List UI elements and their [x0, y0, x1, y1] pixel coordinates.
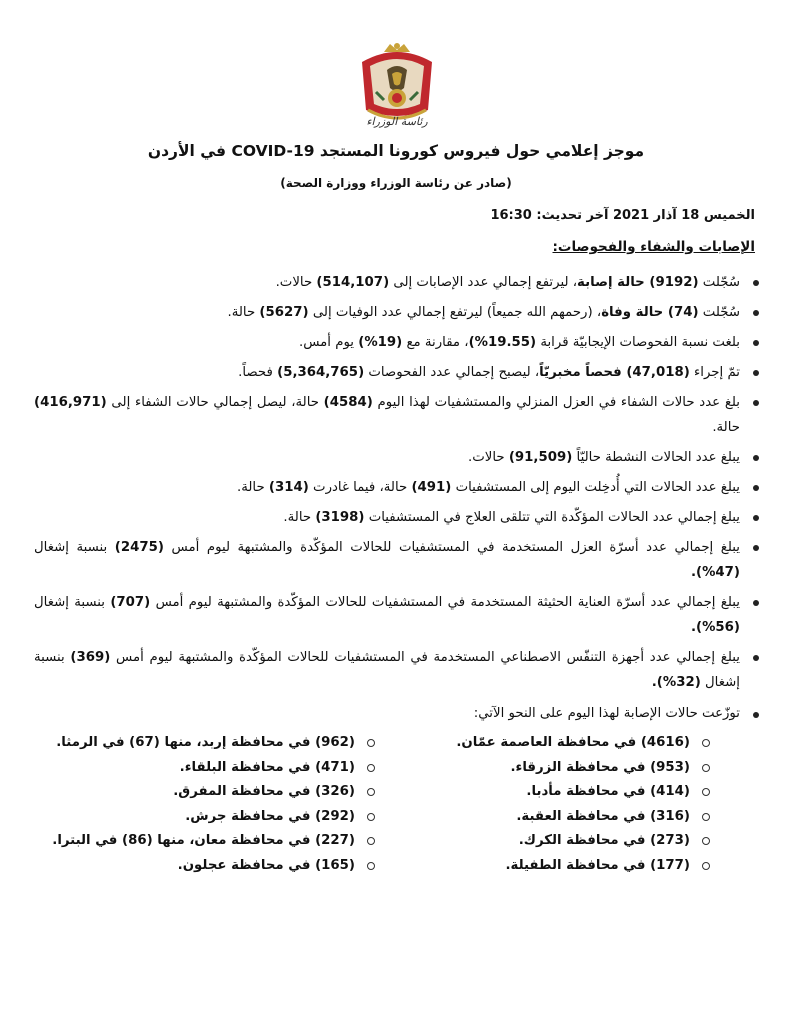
governorate-item [412, 756, 712, 781]
stat-text-post: حالة. [283, 510, 316, 525]
governorate-text: (471) في محافظة البلقاء. [179, 759, 355, 775]
governorate-text: (292) في محافظة جرش. [185, 808, 355, 824]
governorate-text: (273) في محافظة الكرك. [518, 833, 690, 848]
page-subtitle: (صادر عن رئاسة الوزراء ووزارة الصحة) [280, 176, 512, 190]
bullet-dot-icon [753, 280, 759, 286]
bullet-dot-icon [753, 370, 759, 376]
governorate-item [32, 780, 377, 805]
stat-text-pre: سُجّلت [698, 305, 740, 320]
stat-text-bold2: (514,107) [316, 275, 390, 290]
bullet-dot-icon [753, 655, 759, 661]
stat-text-post: ، ليصبح إجمالي عدد الفحوصات [364, 365, 540, 380]
governorate-text: (414) في محافظة مأدبا. [526, 784, 690, 799]
stat-text-bold: (47,018) فحصاً مخبريّاً [539, 365, 690, 380]
stat-text-pre: تمّ إجراء [689, 365, 740, 380]
stat-item [34, 505, 762, 530]
stat-text-bold2: (56%). [690, 620, 740, 635]
circle-bullet-icon [367, 813, 375, 821]
stat-text-post2: حالة. [237, 480, 269, 495]
circle-bullet-icon [367, 837, 375, 845]
governorate-text: (177) في محافظة الطفيلة. [505, 857, 690, 873]
distribution-left-column [32, 731, 377, 878]
governorate-item [412, 780, 712, 805]
circle-bullet-icon [702, 764, 710, 772]
stat-text-bold: (4584) [323, 395, 373, 410]
stat-text-bold2: (416,971) [34, 395, 107, 410]
stat-text-bold: (91,509) [508, 450, 573, 465]
stat-text-post: بنسبة إشغال [34, 595, 111, 610]
stat-text-post: حالات. [468, 450, 509, 465]
stat-text-pre: يبلغ إجمالي عدد أسرّة العناية الحثيثة المستخدمة في المستشفيات للحالات المؤكّدة والمشتبهة ليوم أمس [150, 595, 740, 610]
governorate-text: (4616) في محافظة العاصمة عمّان. [456, 735, 690, 750]
stat-text-post: حالة، فيما غادرت [308, 480, 412, 495]
stat-item [34, 535, 762, 585]
distribution-intro [34, 703, 762, 725]
stat-text-bold: (74) حالة وفاة [601, 305, 699, 320]
stat-text-post2: حالة. [227, 305, 260, 320]
stat-text-pre: يبلغ إجمالي عدد أسرّة العزل المستخدمة في المستشفيات للحالات المؤكّدة والمشتبهة ليوم أمس [163, 540, 740, 555]
stat-text-post: ، ليرتفع إجمالي عدد الإصابات إلى [389, 275, 578, 290]
governorate-item [32, 731, 377, 756]
stats-list [34, 270, 762, 700]
stat-text-bold2: (47%). [690, 565, 740, 580]
stat-text-bold2: (5627) [259, 305, 309, 320]
section-title: الإصابات والشفاء والفحوصات: [552, 239, 755, 255]
stat-text-post2: فحصاً. [238, 365, 278, 380]
stat-text-bold: (707) [110, 595, 151, 610]
governorate-item [32, 829, 377, 854]
governorate-text: (165) في محافظة عجلون. [177, 857, 355, 873]
bullet-dot-icon [753, 600, 759, 606]
governorate-text: (953) في محافظة الزرقاء. [510, 759, 690, 775]
stat-text-bold: (369) [70, 650, 111, 665]
stat-text-pre: يبلغ إجمالي عدد أجهزة التنفّس الاصطناعي المستخدمة في المستشفيات للحالات المؤكّدة والمشتبهة ليوم أمس [110, 650, 740, 665]
stat-text-post: بنسبة إشغال [34, 650, 740, 690]
stat-text-pre: يبلغ عدد الحالات النشطة حاليّاً [572, 450, 740, 465]
governorate-item [412, 829, 712, 854]
governorate-item [32, 756, 377, 781]
stat-text-bold2: (314) [268, 480, 309, 495]
stat-text-pre: بلغت نسبة الفحوصات الإيجابيّة قرابة [536, 335, 740, 350]
circle-bullet-icon [367, 764, 375, 772]
bullet-dot-icon [753, 485, 759, 491]
stat-text-bold: (2475) [114, 540, 164, 555]
stat-text-bold2: (32%). [651, 675, 701, 690]
stat-item [34, 645, 762, 695]
stat-text-post2: حالة. [712, 420, 740, 435]
governorate-item [32, 805, 377, 830]
governorate-text: (316) في محافظة العقبة. [516, 808, 690, 824]
circle-bullet-icon [367, 739, 375, 747]
governorate-item [412, 805, 712, 830]
stat-text-post: ، (رحمهم الله جميعاً) ليرتفع إجمالي عدد الوفيات إلى [308, 305, 602, 320]
stat-text-post: بنسبة إشغال [34, 540, 115, 555]
distribution-intro-text: توزّعت حالات الإصابة لهذا اليوم على النحو الآتي: [473, 706, 740, 721]
governorate-text: (326) في محافظة المفرق. [173, 784, 355, 799]
bullet-dot-icon [753, 455, 759, 461]
emblem-caption: رئاسة الوزراء [366, 115, 428, 128]
stat-text-pre: سُجّلت [698, 275, 740, 290]
stat-item [34, 300, 762, 325]
stat-text-bold: (491) [411, 480, 452, 495]
bullet-dot-icon [753, 515, 759, 521]
circle-bullet-icon [702, 788, 710, 796]
stat-item [34, 330, 762, 355]
bullet-dot-icon [753, 310, 759, 316]
bullet-dot-icon [753, 340, 759, 346]
stat-text-post2: يوم أمس. [298, 335, 359, 350]
circle-bullet-icon [367, 788, 375, 796]
stat-text-bold: (19.55%) [468, 335, 537, 350]
stat-text-post: حالة، ليصل إجمالي حالات الشفاء إلى [106, 395, 324, 410]
circle-bullet-icon [702, 739, 710, 747]
stat-item [34, 360, 762, 385]
stat-text-bold: (9192) حالة إصابة [577, 275, 699, 290]
circle-bullet-icon [702, 813, 710, 821]
governorate-text: (227) في محافظة معان، منها (86) في البترا. [52, 833, 355, 848]
stat-text-bold2: (19%) [358, 335, 403, 350]
bullet-dot-icon [753, 712, 759, 718]
circle-bullet-icon [702, 862, 710, 870]
stat-item [34, 475, 762, 500]
governorate-item [412, 854, 712, 879]
governorate-item [32, 854, 377, 879]
stat-text-post2: حالات. [275, 275, 317, 290]
stat-text-pre: بلغ عدد حالات الشفاء في العزل المنزلي والمستشفيات لهذا اليوم [372, 395, 740, 410]
stat-item [34, 445, 762, 470]
governorate-text: (962) في محافظة إربد، منها (67) في الرمثا. [56, 735, 355, 750]
update-dateline: الخميس 18 آذار 2021 آخر تحديث: 16:30 [490, 208, 755, 223]
governorate-item [412, 731, 712, 756]
stat-item [34, 270, 762, 295]
bullet-dot-icon [753, 545, 759, 551]
stat-text-pre: يبلغ عدد الحالات التي أُدخِلت اليوم إلى المستشفيات [451, 480, 740, 495]
stat-item [34, 590, 762, 640]
circle-bullet-icon [702, 837, 710, 845]
circle-bullet-icon [367, 862, 375, 870]
distribution-right-column [412, 731, 712, 878]
bullet-dot-icon [753, 400, 759, 406]
stat-text-post: ، مقارنة مع [402, 335, 469, 350]
stat-item [34, 390, 762, 440]
stat-text-pre: يبلغ إجمالي عدد الحالات المؤكّدة التي تتلقى العلاج في المستشفيات [364, 510, 740, 525]
stat-text-bold2: (5,364,765) [277, 365, 365, 380]
page-title: موجز إعلامي حول فيروس كورونا المستجد COVID-19 في الأردن [147, 142, 645, 160]
stat-text-bold: (3198) [315, 510, 365, 525]
